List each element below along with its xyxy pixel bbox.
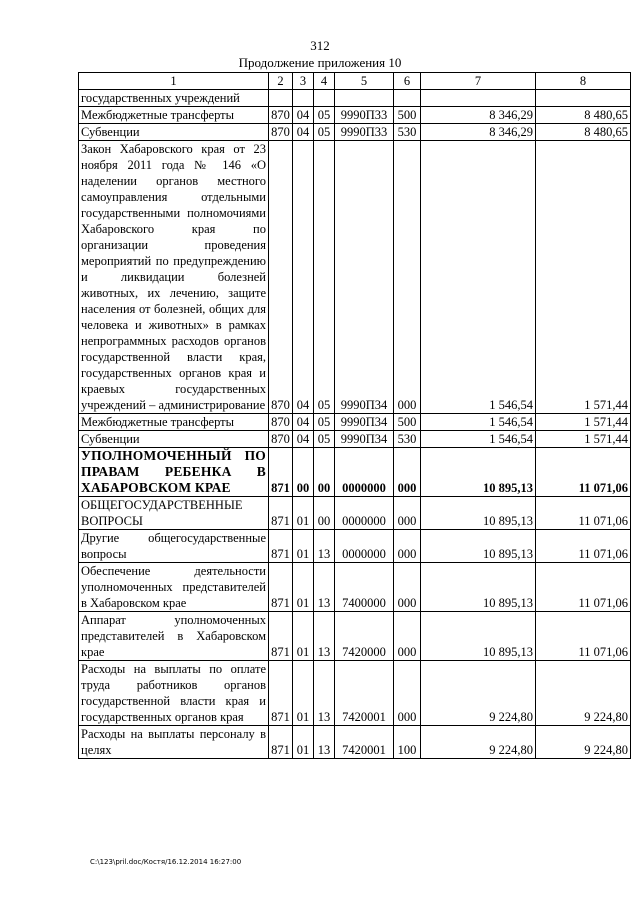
cell-section: 00 — [293, 448, 314, 497]
cell-ministry-code: 871 — [269, 530, 293, 563]
cell-section: 01 — [293, 497, 314, 530]
table-header-row — [79, 73, 631, 90]
cell-amount-2015: 10 895,13 — [421, 612, 536, 661]
cell-amount-2016: 1 571,44 — [536, 141, 631, 414]
cell-amount-2016: 11 071,06 — [536, 530, 631, 563]
footer-file-path: C:\123\pril.doc/Костя/16.12.2014 16:27:00 — [90, 858, 242, 866]
cell-section: 01 — [293, 530, 314, 563]
cell-amount-2016: 8 480,65 — [536, 107, 631, 124]
cell-expense-type: 000 — [394, 448, 421, 497]
cell-amount-2016: 11 071,06 — [536, 448, 631, 497]
cell-ministry-code: 870 — [269, 124, 293, 141]
cell-amount-2016: 1 571,44 — [536, 414, 631, 431]
cell-ministry-code: 871 — [269, 726, 293, 759]
cell-name: Другие общегосударственные вопросы — [79, 530, 269, 563]
cell-name: Аппарат уполномоченных представителей в Хабаровском крае — [79, 612, 269, 661]
cell-amount-2015: 10 895,13 — [421, 497, 536, 530]
cell-amount-2015 — [421, 90, 536, 107]
cell-amount-2016: 1 571,44 — [536, 431, 631, 448]
budget-table — [78, 72, 631, 759]
table-row — [79, 448, 631, 497]
header-col-1: 1 — [79, 73, 269, 90]
cell-section: 01 — [293, 563, 314, 612]
header-col-6: 6 — [394, 73, 421, 90]
cell-name: государственных учреждений — [79, 90, 269, 107]
cell-name: ОБЩЕГОСУДАРСТВЕННЫЕ ВОПРОСЫ — [79, 497, 269, 530]
cell-subsection: 05 — [314, 414, 335, 431]
cell-name: Закон Хабаровского края от 23 ноября 2011 года № 146 «О наделении органов местного самоуправления отдельными государственными полномочиями Хабаровского края по организации проведения мероприятий по предупреждению и ликвидации болезней животных, их лечению, защите населения от болезней, общих для человека и животных» в рамках непрограммных расходов органов государственной власти края, государственных органов края и краевых государственных учреждений – администрирование — [79, 141, 269, 414]
table-row — [79, 431, 631, 448]
cell-amount-2016: 8 480,65 — [536, 124, 631, 141]
cell-ministry-code: 870 — [269, 431, 293, 448]
table-row — [79, 497, 631, 530]
cell-section: 04 — [293, 124, 314, 141]
table-row — [79, 726, 631, 759]
cell-target-article: 9990П34 — [335, 431, 394, 448]
page-number: 312 — [310, 38, 330, 53]
cell-expense-type: 100 — [394, 726, 421, 759]
cell-target-article: 9990П34 — [335, 414, 394, 431]
cell-amount-2015: 9 224,80 — [421, 726, 536, 759]
cell-amount-2015: 10 895,13 — [421, 530, 536, 563]
table-body — [79, 90, 631, 759]
table-row — [79, 107, 631, 124]
cell-target-article: 9990П33 — [335, 124, 394, 141]
cell-expense-type: 000 — [394, 141, 421, 414]
cell-amount-2016: 9 224,80 — [536, 726, 631, 759]
cell-ministry-code: 871 — [269, 448, 293, 497]
cell-expense-type — [394, 90, 421, 107]
cell-amount-2016 — [536, 90, 631, 107]
cell-subsection: 00 — [314, 497, 335, 530]
table-row — [79, 124, 631, 141]
table-row — [79, 661, 631, 726]
cell-ministry-code: 871 — [269, 661, 293, 726]
cell-amount-2015: 8 346,29 — [421, 107, 536, 124]
cell-expense-type: 000 — [394, 661, 421, 726]
cell-amount-2015: 1 546,54 — [421, 141, 536, 414]
cell-target-article: 7420001 — [335, 661, 394, 726]
cell-name: УПОЛНОМОЧЕННЫЙ ПО ПРАВАМ РЕБЕНКА В ХАБАРОВСКОМ КРАЕ — [79, 448, 269, 497]
table-row — [79, 414, 631, 431]
cell-ministry-code: 870 — [269, 141, 293, 414]
cell-subsection: 00 — [314, 448, 335, 497]
cell-name: Межбюджетные трансферты — [79, 414, 269, 431]
table-row — [79, 563, 631, 612]
cell-expense-type: 500 — [394, 107, 421, 124]
cell-subsection: 13 — [314, 530, 335, 563]
cell-name: Расходы на выплаты персоналу в целях — [79, 726, 269, 759]
cell-subsection — [314, 90, 335, 107]
cell-target-article: 0000000 — [335, 448, 394, 497]
cell-ministry-code: 871 — [269, 563, 293, 612]
cell-expense-type: 530 — [394, 124, 421, 141]
cell-subsection: 05 — [314, 107, 335, 124]
cell-section: 04 — [293, 431, 314, 448]
cell-amount-2016: 11 071,06 — [536, 563, 631, 612]
cell-target-article: 9990П33 — [335, 107, 394, 124]
cell-amount-2015: 8 346,29 — [421, 124, 536, 141]
cell-subsection: 13 — [314, 612, 335, 661]
cell-target-article: 7400000 — [335, 563, 394, 612]
cell-expense-type: 500 — [394, 414, 421, 431]
cell-amount-2016: 9 224,80 — [536, 661, 631, 726]
cell-expense-type: 000 — [394, 530, 421, 563]
cell-amount-2016: 11 071,06 — [536, 612, 631, 661]
header-col-8: 8 — [536, 73, 631, 90]
cell-subsection: 13 — [314, 726, 335, 759]
cell-section: 01 — [293, 612, 314, 661]
cell-subsection: 05 — [314, 431, 335, 448]
table-row — [79, 612, 631, 661]
table-row — [79, 530, 631, 563]
cell-target-article — [335, 90, 394, 107]
header-col-4: 4 — [314, 73, 335, 90]
cell-name: Обеспечение деятельности уполномоченных представителей в Хабаровском крае — [79, 563, 269, 612]
header-col-5: 5 — [335, 73, 394, 90]
cell-name: Субвенции — [79, 431, 269, 448]
cell-name: Межбюджетные трансферты — [79, 107, 269, 124]
cell-name: Субвенции — [79, 124, 269, 141]
cell-expense-type: 000 — [394, 497, 421, 530]
cell-section — [293, 90, 314, 107]
table-row — [79, 90, 631, 107]
cell-target-article: 7420000 — [335, 612, 394, 661]
cell-expense-type: 000 — [394, 563, 421, 612]
cell-ministry-code: 870 — [269, 107, 293, 124]
cell-amount-2015: 9 224,80 — [421, 661, 536, 726]
cell-ministry-code: 871 — [269, 612, 293, 661]
cell-expense-type: 530 — [394, 431, 421, 448]
cell-amount-2015: 10 895,13 — [421, 563, 536, 612]
header-col-7: 7 — [421, 73, 536, 90]
cell-section: 04 — [293, 107, 314, 124]
cell-target-article: 0000000 — [335, 530, 394, 563]
cell-section: 01 — [293, 726, 314, 759]
cell-target-article: 7420001 — [335, 726, 394, 759]
header-col-3: 3 — [293, 73, 314, 90]
cell-target-article: 9990П34 — [335, 141, 394, 414]
table-row — [79, 141, 631, 414]
cell-section: 04 — [293, 141, 314, 414]
cell-amount-2015: 10 895,13 — [421, 448, 536, 497]
cell-ministry-code: 871 — [269, 497, 293, 530]
cell-subsection: 13 — [314, 563, 335, 612]
cell-section: 04 — [293, 414, 314, 431]
cell-expense-type: 000 — [394, 612, 421, 661]
continuation-title: Продолжение приложения 10 — [238, 55, 402, 70]
cell-subsection: 13 — [314, 661, 335, 726]
cell-name: Расходы на выплаты по оплате труда работников органов государственной власти края и государственных органов края — [79, 661, 269, 726]
cell-ministry-code: 870 — [269, 414, 293, 431]
cell-section: 01 — [293, 661, 314, 726]
cell-subsection: 05 — [314, 124, 335, 141]
cell-amount-2015: 1 546,54 — [421, 431, 536, 448]
cell-ministry-code — [269, 90, 293, 107]
cell-subsection: 05 — [314, 141, 335, 414]
cell-amount-2016: 11 071,06 — [536, 497, 631, 530]
cell-target-article: 0000000 — [335, 497, 394, 530]
cell-amount-2015: 1 546,54 — [421, 414, 536, 431]
header-col-2: 2 — [269, 73, 293, 90]
